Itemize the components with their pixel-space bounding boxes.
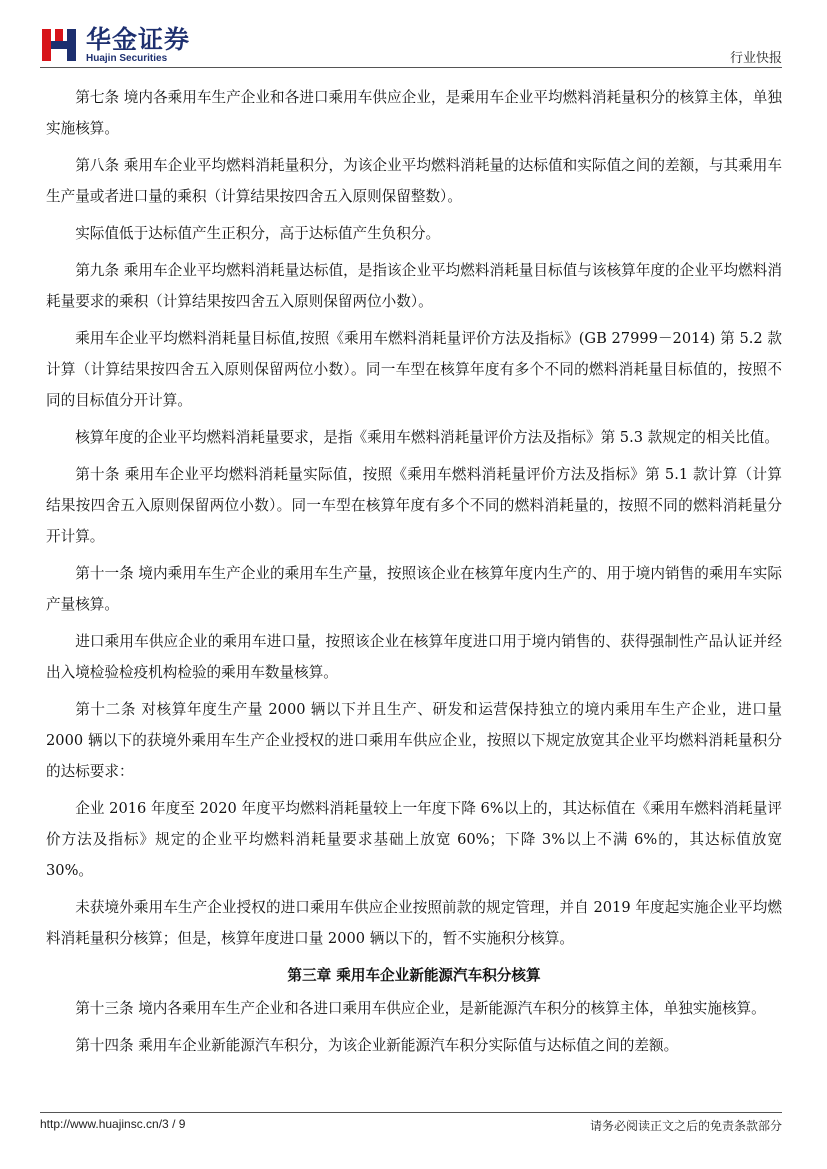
footer-divider xyxy=(40,1112,782,1113)
paragraph: 第七条 境内各乘用车生产企业和各进口乘用车供应企业，是乘用车企业平均燃料消耗量积分的核算主体，单独实施核算。 xyxy=(46,89,782,137)
main-content xyxy=(46,82,782,1067)
paragraph: 第十二条 对核算年度生产量 2000 辆以下并且生产、研发和运营保持独立的境内乘用车生产企业，进口量 2000 辆以下的获境外乘用车生产企业授权的进口乘用车供应企业，按照以下规定放宽其企业平均燃料消耗量积分的达标要求： xyxy=(46,701,782,780)
paragraph: 核算年度的企业平均燃料消耗量要求，是指《乘用车燃料消耗量评价方法及指标》第 5.3 款规定的相关比值。 xyxy=(75,429,779,446)
header-divider xyxy=(40,67,782,68)
paragraph: 实际值低于达标值产生正积分，高于达标值产生负积分。 xyxy=(75,225,441,242)
paragraph: 第九条 乘用车企业平均燃料消耗量达标值，是指该企业平均燃料消耗量目标值与该核算年度的企业平均燃料消耗量要求的乘积（计算结果按四舍五入原则保留两位小数）。 xyxy=(46,262,782,310)
paragraph: 进口乘用车供应企业的乘用车进口量，按照该企业在核算年度进口用于境内销售的、获得强制性产品认证并经出入境检验检疫机构检验的乘用车数量核算。 xyxy=(46,633,782,681)
paragraph: 第十条 乘用车企业平均燃料消耗量实际值，按照《乘用车燃料消耗量评价方法及指标》第 5.1 款计算（计算结果按四舍五入原则保留两位小数）。同一车型在核算年度有多个不同的燃料消耗量的，按照不同的燃料消耗量分开计算。 xyxy=(46,466,782,545)
paragraph: 乘用车企业平均燃料消耗量目标值,按照《乘用车燃料消耗量评价方法及指标》(GB 27999－2014) 第 5.2 款计算（计算结果按四舍五入原则保留两位小数）。同一车型在核算年度有多个不同的燃料消耗量目标值的，按照不同的目标值分开计算。 xyxy=(46,330,782,409)
paragraph: 第十四条 乘用车企业新能源汽车积分，为该企业新能源汽车积分实际值与达标值之间的差额。 xyxy=(75,1037,679,1054)
chapter-heading: 第三章 乘用车企业新能源汽车积分核算 xyxy=(287,967,541,984)
brand-name-cn: 华金证券 xyxy=(86,25,191,54)
footer-disclaimer: 请务必阅读正文之后的免责条款部分 xyxy=(589,1119,782,1133)
paragraph: 未获境外乘用车生产企业授权的进口乘用车供应企业按照前款的规定管理，并自 2019 年度起实施企业平均燃料消耗量积分核算；但是，核算年度进口量 2000 辆以下的，暂不实施积分核算。 xyxy=(46,899,782,947)
paragraph: 第十三条 境内各乘用车生产企业和各进口乘用车供应企业，是新能源汽车积分的核算主体，单独实施核算。 xyxy=(75,1000,766,1017)
paragraph: 企业 2016 年度至 2020 年度平均燃料消耗量较上一年度下降 6%以上的，其达标值在《乘用车燃料消耗量评价方法及指标》规定的企业平均燃料消耗量要求基础上放宽 60%；下降 3%以上不满 6%的，其达标值放宽 30%。 xyxy=(46,800,782,879)
paragraph: 第八条 乘用车企业平均燃料消耗量积分，为该企业平均燃料消耗量的达标值和实际值之间的差额，与其乘用车生产量或者进口量的乘积（计算结果按四舍五入原则保留整数）。 xyxy=(46,157,782,205)
paragraph: 第十一条 境内乘用车生产企业的乘用车生产量，按照该企业在核算年度内生产的、用于境内销售的乘用车实际产量核算。 xyxy=(46,565,782,613)
page-header xyxy=(40,26,782,66)
huajin-logo-icon xyxy=(40,26,78,64)
brand-name-en: Huajin Securities xyxy=(86,53,168,64)
footer-url-page: http://www.huajinsc.cn/3 / 9 xyxy=(40,1117,186,1131)
report-type-label: 行业快报 xyxy=(729,51,782,66)
